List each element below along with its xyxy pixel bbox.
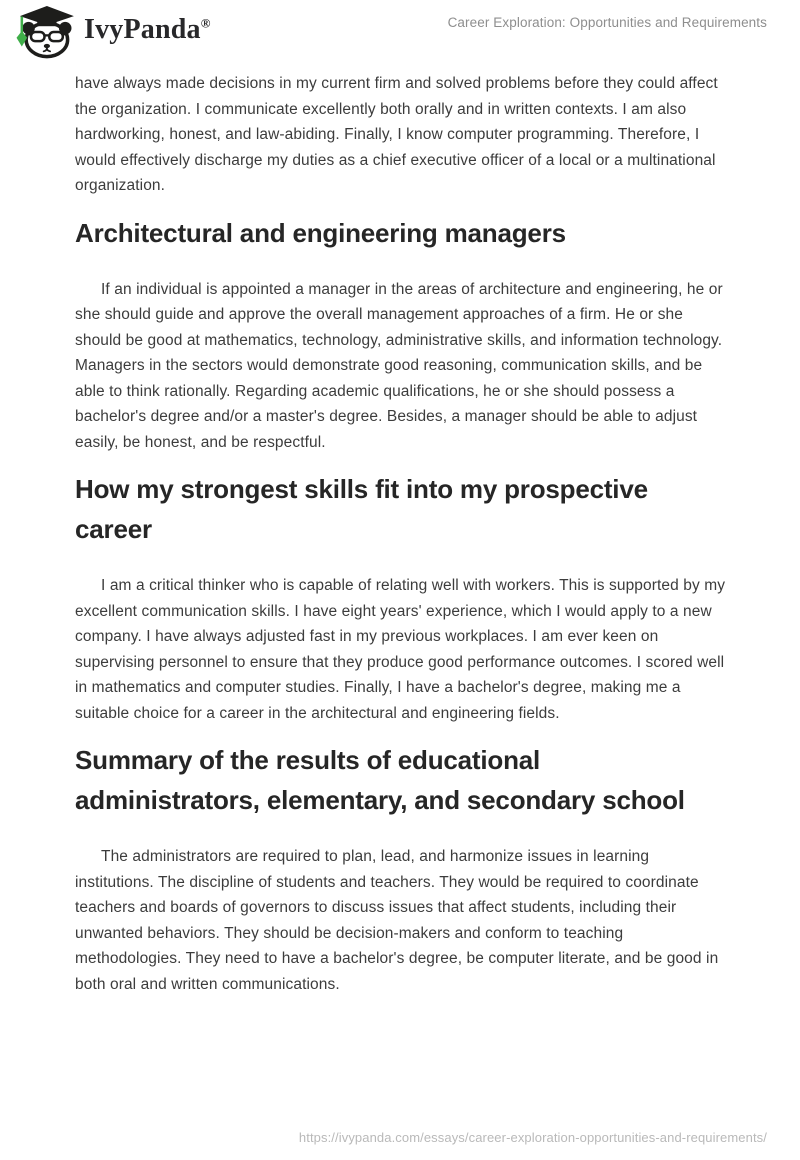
page-header [0,0,800,62]
section-heading-summary-educational-administrators: Summary of the results of educational administrators, elementary, and secondary school [75,745,685,815]
paragraph-architectural-managers: If an individual is appointed a manager in the areas of architecture and engineering, he or she should guide and approve the overall management approaches of a firm. He or she should be good at mathematics, technology, administrative skills, and information technology. Managers in the sectors would demonstrate good reasoning, communication skills, and be able to think rationally. Regarding academic qualifications, he or she should possess a bachelor's degree and/or a master's degree. Besides, a manager should be able to adjust easily, be honest, and be respectful. [75,280,723,451]
essay-content [75,60,726,997]
page-footer [299,1129,767,1147]
ivypanda-panda-logo-icon [13,5,75,59]
registered-trademark: ® [200,15,211,31]
paragraph-strongest-skills: I am a critical thinker who is capable of relating well with workers. This is supported by my excellent communication skills. I have eight years' experience, which I would apply to a new company. I have always adjusted fast in my previous workplaces. I am ever keen on supervising personnel to ensure that they produce good performance outcomes. I scored well in mathematics and computer studies. Finally, I have a bachelor's degree, making me a suitable choice for a career in the architectural and engineering fields. [75,577,726,722]
section-heading-strongest-skills: How my strongest skills fit into my prospective career [75,474,648,544]
section-heading-architectural-managers: Architectural and engineering managers [75,217,566,248]
brand-name-text: IvyPanda [84,14,201,45]
brand-name [84,16,211,48]
source-url-link[interactable]: https://ivypanda.com/essays/career-exploration-opportunities-and-requirements/ [298,1130,767,1145]
document-title: Career Exploration: Opportunities and Requirements [447,15,767,30]
paragraph-educational-administrators: The administrators are required to plan, lead, and harmonize issues in learning institutions. The discipline of students and teachers. They would be required to coordinate teachers and boards of governors to discuss issues that affect students, including their unwanted behaviors. They should be decision-makers and conform to teaching methodologies. They need to have a bachelor's degree, be computer literate, and be good in both oral and written communications. [75,848,719,993]
paragraph-continuation: have always made decisions in my current firm and solved problems before they could affect the organization. I communicate excellently both orally and in written contexts. I am also hardworking, honest, and law-abiding. Finally, I know computer programming. Therefore, I would effectively discharge my duties as a chief executive officer of a local or a multinational organization. [75,75,718,194]
brand [13,5,211,59]
